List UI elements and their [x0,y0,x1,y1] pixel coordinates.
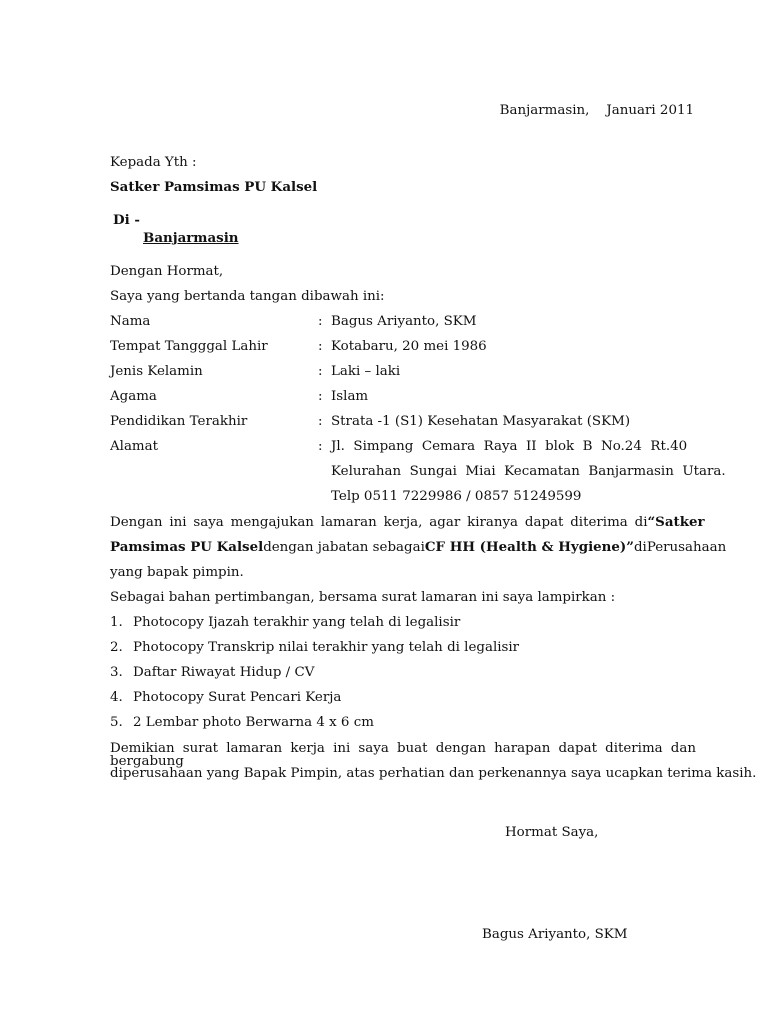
application-org: Pamsimas PU Kalsel [110,539,264,555]
list-item: Photocopy Ijazah terakhir yang telah di legalisir [133,615,461,630]
attachments-intro: Sebagai bahan pertimbangan, bersama surat lamaran ini saya lampirkan : [110,590,616,605]
detail-label: Pendidikan Terakhir [110,414,248,429]
application-line-2 [110,539,727,555]
detail-colon: : [318,439,323,454]
list-item-number: 5. [110,715,123,730]
detail-value: Kotabaru, 20 mei 1986 [331,339,487,354]
intro-line: Saya yang bertanda tangan dibawah ini: [110,289,385,304]
detail-value: Jl. Simpang Cemara Raya II blok B No.24 Rt.40 [331,439,688,454]
closing-line-2: diperusahaan yang Bapak Pimpin, atas perhatian dan perkenannya saya ucapkan terima kasih. [110,766,757,781]
application-target: “Satker [647,514,705,530]
list-item-number: 2. [110,640,123,655]
list-item: 2 Lembar photo Berwarna 4 x 6 cm [133,715,374,730]
recipient-name: Satker Pamsimas PU Kalsel [110,179,318,195]
list-item-number: 1. [110,615,123,630]
closing-line-1: Demikian surat lamaran kerja ini saya buat dengan harapan dapat diterima dan bergabung [110,741,696,770]
detail-value: Islam [331,389,369,404]
application-line-3: yang bapak pimpin. [110,565,244,580]
application-line-1 [110,514,705,530]
list-item: Daftar Riwayat Hidup / CV [133,665,315,680]
application-text: dengan jabatan sebagai [263,540,425,555]
recipient-salutation: Kepada Yth : [110,155,197,170]
list-item-number: 3. [110,665,123,680]
detail-colon: : [318,339,323,354]
application-text: diPerusahaan [633,540,727,555]
detail-value: Laki – laki [331,364,401,379]
application-position: CF HH (Health & Hygiene)” [424,539,634,555]
list-item: Photocopy Transkrip nilai terakhir yang telah di legalisir [133,640,520,655]
detail-label: Tempat Tangggal Lahir [110,339,268,354]
detail-colon: : [318,389,323,404]
detail-colon: : [318,314,323,329]
detail-value: Bagus Ariyanto, SKM [331,314,477,329]
detail-value: Strata -1 (S1) Kesehatan Masyarakat (SKM) [331,414,631,429]
signature-name: Bagus Ariyanto, SKM [482,927,628,942]
recipient-city: Banjarmasin [143,230,239,246]
address-line-3: Telp 0511 7229986 / 0857 51249599 [331,489,582,504]
letter-date: Banjarmasin, Januari 2011 [499,103,694,118]
detail-colon: : [318,414,323,429]
application-text: Dengan ini saya mengajukan lamaran kerja, agar kiranya dapat diterima di [110,515,648,530]
detail-label: Jenis Kelamin [110,364,203,379]
detail-label: Agama [110,389,157,404]
greeting: Dengan Hormat, [110,264,224,279]
detail-label: Alamat [110,439,158,454]
sign-off: Hormat Saya, [505,825,599,840]
recipient-di: Di - [113,212,140,228]
list-item-number: 4. [110,690,123,705]
detail-colon: : [318,364,323,379]
list-item: Photocopy Surat Pencari Kerja [133,690,342,705]
address-line-2: Kelurahan Sungai Miai Kecamatan Banjarmasin Utara. [331,464,726,479]
detail-label: Nama [110,314,151,329]
